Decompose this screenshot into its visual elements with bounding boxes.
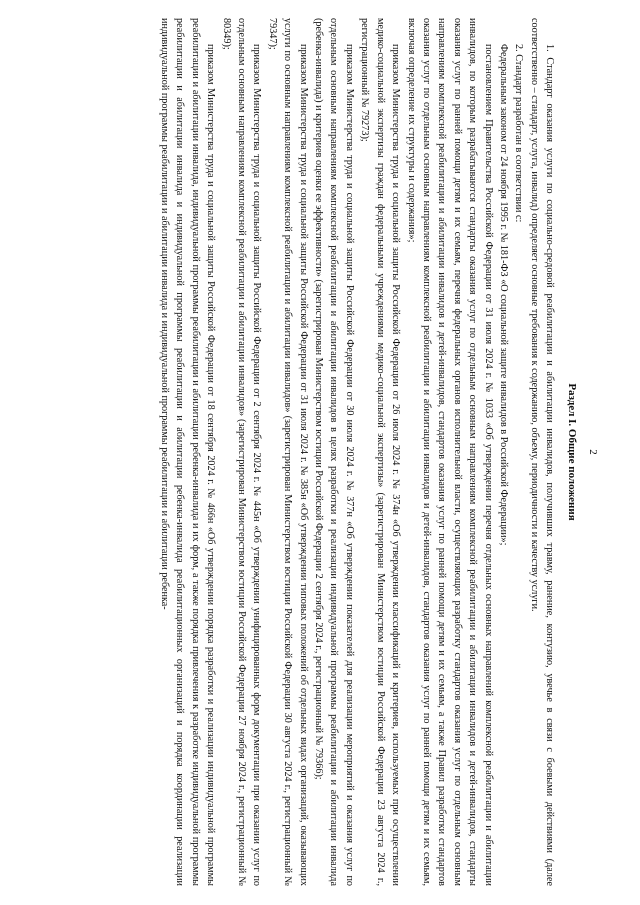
list-item-order-377n: приказом Министерства труда и социальной защиты Российской Федерации от 30 июля 2024 г. № 377н «Об утверждении показателей для реализации мероприятий и оказания услуг по отдельным основным направлениям комплексной реабилитации и абилитации инвалидов в целях разработки и реализации индивидуальной программы реабилитации и абилитации инвалида (ребенка-инвалида) и критериев оценки ее эффективности» (зарегистрирован Министерством юстиции Российской Федерации 2 сентября 2024 г., регистрационный № 79366);	[313, 18, 355, 886]
page-number: 2	[587, 449, 599, 455]
paragraph-scope: 1. Стандарт оказания услуги по социально-средовой реабилитации и абилитации инвалидов, получивших травму, ранение, контузию, увечье в связи с боевыми действиями (далее соответственно – стандарт, услуга, инвалид) определяет основные требования к содержанию, объему, периодичности и качеству услуги.	[528, 18, 556, 886]
paragraph-basis: 2. Стандарт разработан в соответствии с:	[513, 44, 525, 223]
list-item-order-374n: приказом Министерства труда и социальной защиты Российской Федерации от 26 июля 2024 г. № 374н «Об утверждении классификаций и критериев, используемых при осуществлении медико-социальной экспертизы граждан федеральными учреждениями медико-социальной экспертизы» (зарегистрирован Министерством юстиции Российской Федерации 23 августа 2024 г., регистрационный № 79273);	[359, 18, 402, 886]
list-item-order-385n: приказом Министерства труда и социальной защиты Российской Федерации от 31 июля 2024 г. № 385н «Об утверждении типовых положений об отдельных видах организаций, оказывающих услуги по основным направлениям комплексной реабилитации и абилитации инвалидов» (зарегистрирован Министерством юстиции Российской Федерации 30 августа 2024 г., регистрационный № 79347);	[266, 18, 309, 886]
list-item-order-466n: приказом Министерства труда и социальной защиты Российской Федерации от 18 сентября 2024 г. № 466н «Об утверждении порядка разработки и реализации индивидуальной программы реабилитации и абилитации инвалида, индивидуальной программы реабилитации и абилитации ребенка-инвалида и их форм, а также порядка привлечения к разработке индивидуальной программы реабилитации и абилитации инвалида и индивидуальной программы реабилитации и абилитации ребенка-инвалида реабилитационных организаций и порядка координации реализации индивидуальной программы реабилитации и абилитации инвалида и индивидуальной программы реабилитации и абилитации ребенка-	[159, 18, 217, 886]
document-page	[2, 12, 612, 892]
section-title: Раздел I. Общие положения	[565, 383, 578, 521]
list-item-order-445n: приказом Министерства труда и социальной защиты Российской Федерации от 2 сентября 2024 г. № 445н «Об утверждении унифицированных форм документации при оказании услуг по отдельным основным направлениям комплексной реабилитации и абилитации инвалидов» (зарегистрирован Министерством юстиции Российской Федерации 27 ноября 2024 г., регистрационный № 80349);	[220, 18, 263, 886]
list-item-federal-law: Федеральным законом от 24 ноября 1995 г. № 181-ФЗ «О социальной защите инвалидов в Российской Федерации»;	[497, 44, 509, 546]
list-item-government-decree: постановлением Правительства Российской Федерации от 31 июля 2024 г. № 1033 «Об утверждении перечня отдельных основных направлений комплексной реабилитации и абилитации инвалидов, по которым разрабатываются стандарты оказания услуг по отдельным основным направлениям комплексной реабилитации и абилитации инвалидов и детей-инвалидов, стандарты оказания услуг по ранней помощи детям и их семьям, перечня федеральных органов исполнительной власти, осуществляющих разработку стандартов оказания услуг по отдельным основным направлениям комплексной реабилитации и абилитации инвалидов и детей-инвалидов, стандартов оказания услуг по ранней помощи детям и их семьям, а также Правил разработки стандартов оказания услуг по отдельным основным направлениям комплексной реабилитации и абилитации инвалидов и детей-инвалидов, стандартов оказания услуг по ранней помощи детям и их семьям, включая определение их структуры и содержания»;	[405, 18, 494, 886]
